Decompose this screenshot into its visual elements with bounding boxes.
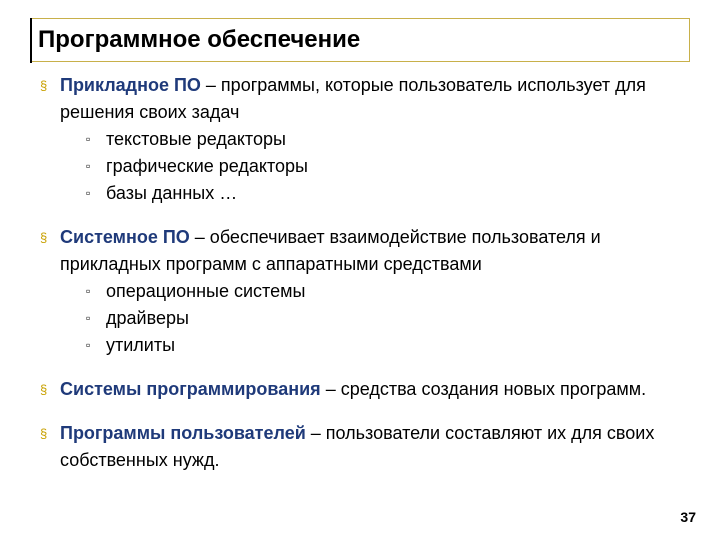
sub-list-item (86, 278, 690, 305)
spacer (40, 403, 690, 420)
sub-list (60, 126, 690, 207)
item-description: – обеспечивает взаимодействие пользователя и прикладных программ с аппаратными средствами (60, 227, 601, 274)
item-term: Программы пользователей (60, 423, 306, 443)
spacer (40, 207, 690, 224)
spacer (40, 359, 690, 376)
square-bullet-icon: ▫ (86, 338, 91, 352)
square-bullet-icon: ▫ (86, 132, 91, 146)
bullet-item-programming-systems (40, 376, 690, 403)
sub-list-item (86, 305, 690, 332)
item-description: – пользователи составляют их для своих собственных нужд. (60, 423, 655, 470)
sub-list-item (86, 153, 690, 180)
section-bullet-icon: § (40, 78, 48, 93)
page-title: Программное обеспечение (38, 26, 361, 53)
title-bar (30, 18, 690, 62)
sub-list-item (86, 180, 690, 207)
square-bullet-icon: ▫ (86, 284, 91, 298)
sub-item-label: базы данных … (106, 183, 238, 203)
sub-item-label: драйверы (106, 308, 189, 328)
sub-list-item (86, 126, 690, 153)
bullet-item-user-programs (40, 420, 690, 474)
slide-content (40, 72, 690, 474)
slide-number: 37 (680, 509, 696, 525)
item-description: – средства создания новых программ. (320, 379, 647, 399)
sub-item-label: операционные системы (106, 281, 306, 301)
item-term: Системное ПО (60, 227, 190, 247)
section-bullet-icon: § (40, 426, 48, 441)
sub-item-label: графические редакторы (106, 156, 308, 176)
title-accent-line (30, 18, 32, 63)
section-bullet-icon: § (40, 230, 48, 245)
square-bullet-icon: ▫ (86, 159, 91, 173)
bullet-item-applied-software (40, 72, 690, 207)
square-bullet-icon: ▫ (86, 311, 91, 325)
bullet-item-system-software (40, 224, 690, 359)
sub-item-label: текстовые редакторы (106, 129, 286, 149)
sub-item-label: утилиты (106, 335, 176, 355)
section-bullet-icon: § (40, 382, 48, 397)
square-bullet-icon: ▫ (86, 186, 91, 200)
sub-list (60, 278, 690, 359)
sub-list-item (86, 332, 690, 359)
item-term: Системы программирования (60, 379, 321, 399)
item-term: Прикладное ПО (60, 75, 201, 95)
item-description: – программы, которые пользователь использует для решения своих задач (60, 75, 646, 122)
